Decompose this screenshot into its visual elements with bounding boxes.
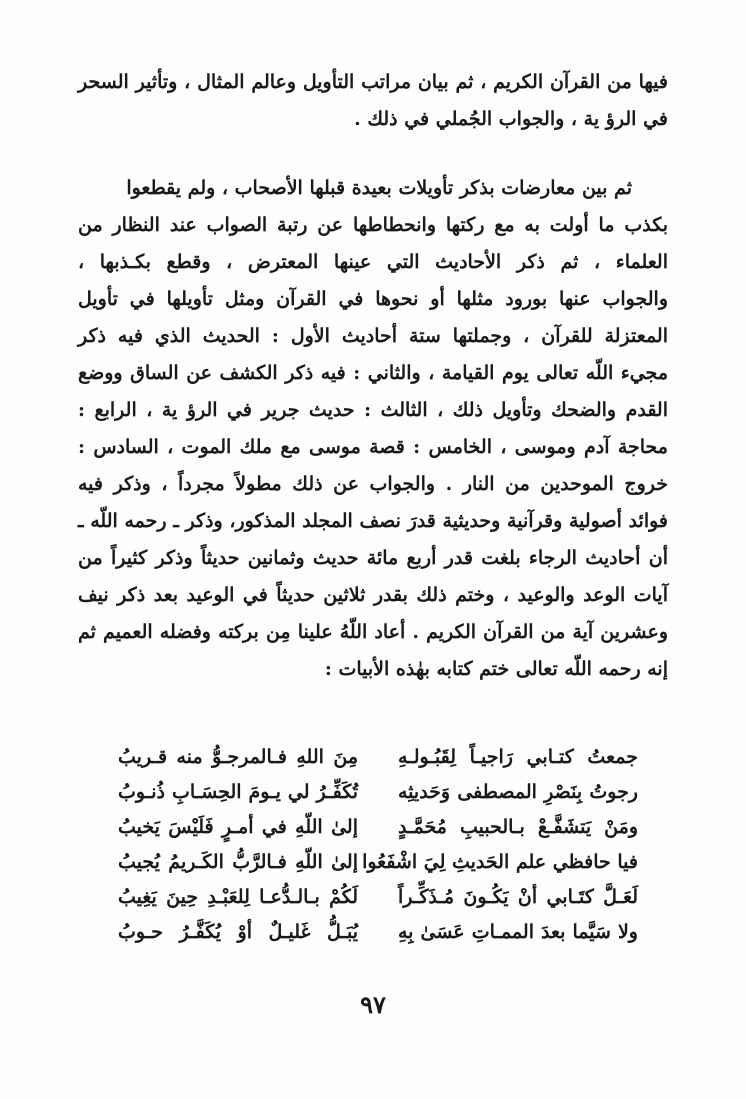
body-line: [78, 170, 668, 207]
poem-verse: [118, 810, 638, 845]
poem-verse: [118, 915, 638, 950]
body-line: إنه رحمه اللّه تعالى ختم كتابه بهٰذه الأبيات :: [324, 658, 668, 680]
verse-second-hemistich: لَكُمْ بـالـدُّعـا لِلعَبْـدِ حِينَ يَغِيبُ: [118, 886, 358, 908]
body-line-text: ثم بين معارضات بذكر تأويلات بعيدة قبلها الأصحاب ، ولم يقطعوا: [126, 177, 632, 199]
body-line: والجواب عنها بورود مثلها أو نحوها في القرآن ومثل تأويلها في تأويل: [78, 288, 668, 310]
verse-first-hemistich: لَعَـلَّ كتَـابي أنْ يَكُـونَ مُـذَكِّـراً: [398, 886, 638, 908]
verse-first-hemistich: جمعتُ كتـابي رَاجيـاً لِقَبُـولـهِ: [398, 746, 638, 768]
verse-first-hemistich: ولا سَيَّما بعدَ الممـاتِ عَسَىٰ بِهِ: [398, 921, 638, 943]
intro-line: فيها من القرآن الكريم ، ثم بيان مراتب التأويل وعالم المثال ، وتأثير السحر: [78, 71, 668, 93]
body-line: المعتزلة للقرآن ، وجملتها ستة أحاديث الأول : الحديث الذي فيه ذكر: [78, 325, 668, 347]
body-line: فوائد أصولية وقرآنية وحديثية قدرَ نصف المجلد المذكور، وذكر ـ رحمه اللّه ـ: [78, 510, 668, 532]
verse-first-hemistich: رجوتُ بِنَصْرِ المصطفى وَحَديثِه: [398, 781, 638, 803]
body-line: بكذب ما أولت به مع ركتها وانحطاطها عن رتبة الصواب عند النظار من: [78, 214, 668, 236]
body-paragraph: [78, 170, 668, 688]
poem-verse: [118, 845, 638, 880]
poem-verse: [118, 775, 638, 810]
verse-second-hemistich: إلىٰ اللّهِ في أمـرٍ فَلَيْسَ يَخيبُ: [118, 816, 358, 838]
body-line: وعشرين آية من القرآن الكريم . أعاد اللّهُ علينا مِن بركته وفضله العميم ثم: [78, 621, 668, 643]
verse-second-hemistich: يُبَـلُّ غَليـلٌ أوْ يُكَفَّـرُ حـوبُ: [118, 921, 358, 943]
body-line: العلماء ، ثم ذكر الأحاديث التي عينها المعترض ، وقطع بكـذبها ،: [78, 251, 668, 273]
body-line: أن أحاديث الرجاء بلغت قدر أربع مائة حديث وثمانين حديثاً وذكر كثيراً من: [78, 547, 668, 569]
body-line: محاجة آدم وموسى ، الخامس : قصة موسى مع ملك الموت ، السادس :: [78, 436, 668, 458]
page-number: ٩٧: [360, 990, 386, 1019]
verse-second-hemistich: مِنَ اللهِ فـالمرجـوُّ منه قـريبُ: [118, 746, 358, 768]
body-line: آيات الوعد والوعيد ، وختم ذلك بقدر ثلاثين حديثاً في الوعيد بعد ذكر نيف: [78, 584, 668, 606]
poem-verse: [118, 880, 638, 915]
verse-second-hemistich: إلىٰ اللّهِ فـالرَّبُّ الكَـريمُ يُجيبُ: [118, 851, 358, 873]
intro-paragraph: [78, 64, 668, 138]
poem: [118, 740, 638, 950]
body-line: مجيء اللّه تعالى يوم القيامة ، والثاني : فيه ذكر الكشف عن الساق ووضع: [78, 362, 668, 384]
verse-second-hemistich: تُكَفِّـرُ لي يـومَ الحِسَـابِ ذُنـوبُ: [118, 781, 358, 803]
poem-verse: [118, 740, 638, 775]
body-line: القدم والضحك وتأويل ذلك ، الثالث : حديث جرير في الرؤ ية ، الرابع :: [78, 399, 668, 421]
verse-first-hemistich: ومَنْ يَتشَفَّـعْ بـالحبيبِ مُحَمَّـدٍ: [398, 816, 638, 838]
body-line: خروج الموحدين من النار . والجواب عن ذلك مطولاً مجرداً ، وذكر فيه: [78, 473, 668, 495]
verse-first-hemistich: فيا حافظي علم الحَديثِ لِيَ اشْفَعُوا: [362, 851, 638, 873]
intro-line: في الرؤ ية ، والجواب الجُملي في ذلك .: [354, 108, 668, 130]
